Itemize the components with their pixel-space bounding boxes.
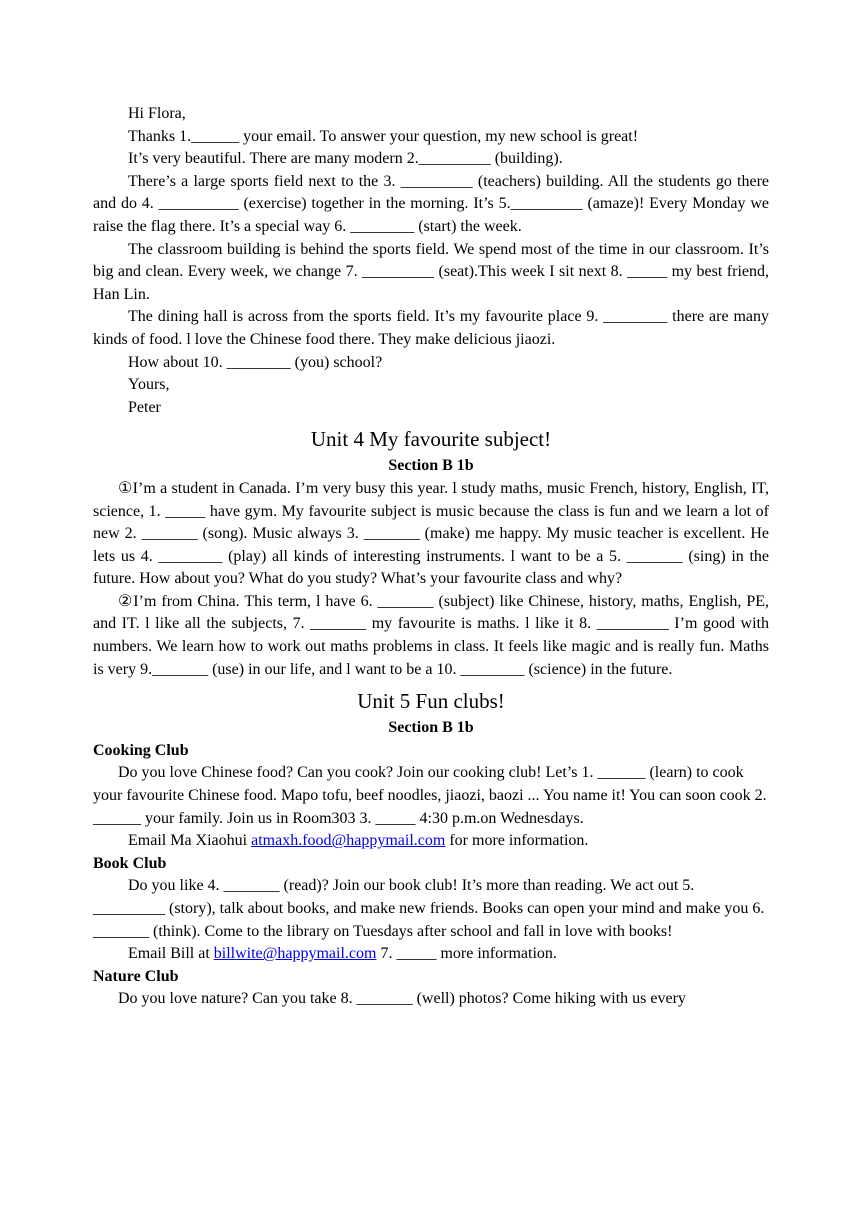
book-club-email-link[interactable]: billwite@happymail.com (213, 945, 377, 963)
email-prefix: Email Bill at (128, 945, 214, 963)
unit4-paragraph-1: ①I’m a student in Canada. I’m very busy this year. l study maths, music French, history, English, IT, science, 1. _____ have gym. My favourite subject is music because the class is fun and we learn a lot of new 2. _______ (song). Music always 3. _______ (make) me happy. My music teacher is excellent. He lets us 4. ________ (play) all kinds of interesting instruments. l want to be a 5. _______ (sing) in the future. How about you? What do you study? What’s your favourite class and why? (93, 479, 769, 588)
unit4-title: Unit 4 My favourite subject! (310, 427, 552, 452)
email-suffix: 7. _____ more information. (376, 945, 557, 963)
letter-line: How about 10. ________ (you) school? (128, 353, 383, 371)
cooking-club-heading: Cooking Club (93, 741, 189, 759)
letter-signature: Peter (128, 398, 161, 416)
letter-closing: Yours, (128, 376, 170, 394)
book-club-email-line (93, 943, 769, 966)
cooking-club-text: Do you love Chinese food? Can you cook? Join our cooking club! Let’s 1. ______ (learn) to cook your favourite Chinese food. Mapo tofu, beef noodles, jiaozi, baozi ... You name it! You can soon cook 2. ______ your family. Join us in Room303 3. _____ 4:30 p.m.on Wednesdays. (93, 764, 767, 827)
unit4-paragraph-2: ②I’m from China. This term, l have 6. _______ (subject) like Chinese, history, maths, English, PE, and IT. l like all the subjects, 7. _______ my favourite is maths. l like it 8. _________ I’m good with numbers. We learn how to work out maths problems in class. It feels like magic and is really fun. Maths is very 9._______ (use) in our life, and l want to be a 10. ________ (science) in the future. (93, 592, 769, 678)
document-page (93, 103, 769, 1011)
letter-greeting: Hi Flora, (128, 105, 186, 122)
unit5-section-title: Section B 1b (388, 719, 474, 737)
letter-paragraph: The dining hall is across from the sports field. It’s my favourite place 9. ________ there are many kinds of food. l love the Chinese food there. They make delicious jiaozi. (93, 308, 769, 348)
letter-paragraph: There’s a large sports field next to the 3. _________ (teachers) building. All the students go there and do 4. __________ (exercise) together in the morning. It’s 5._________ (amaze)! Every Monday we raise the flag there. It’s a special way 6. ________ (start) the week. (93, 172, 769, 235)
letter-paragraph: The classroom building is behind the sports field. We spend most of the time in our classroom. It’s big and clean. Every week, we change 7. _________ (seat).This week I sit next 8. _____ my best friend, Han Lin. (93, 240, 769, 303)
book-club-heading: Book Club (93, 854, 167, 872)
nature-club-heading: Nature Club (93, 967, 179, 985)
unit4-section-title: Section B 1b (388, 457, 474, 475)
letter-line: It’s very beautiful. There are many modern 2._________ (building). (128, 150, 563, 168)
cooking-club-email-line (93, 830, 769, 853)
nature-club-text: Do you love nature? Can you take 8. _______ (well) photos? Come hiking with us every (118, 990, 686, 1008)
letter-line: Thanks 1.______ your email. To answer your question, my new school is great! (128, 127, 639, 145)
unit5-title: Unit 5 Fun clubs! (357, 689, 505, 714)
book-club-text: Do you like 4. _______ (read)? Join our book club! It’s more than reading. We act out 5. _________ (story), talk about books, and make new friends. Books can open your mind and make you 6. _______ (think). Come to the library on Tuesdays after school and fall in love with books! (93, 877, 765, 940)
email-prefix: Email Ma Xiaohui (128, 832, 252, 850)
cooking-club-email-link[interactable]: atmaxh.food@happymail.com (251, 832, 446, 850)
email-suffix: for more information. (445, 832, 589, 850)
